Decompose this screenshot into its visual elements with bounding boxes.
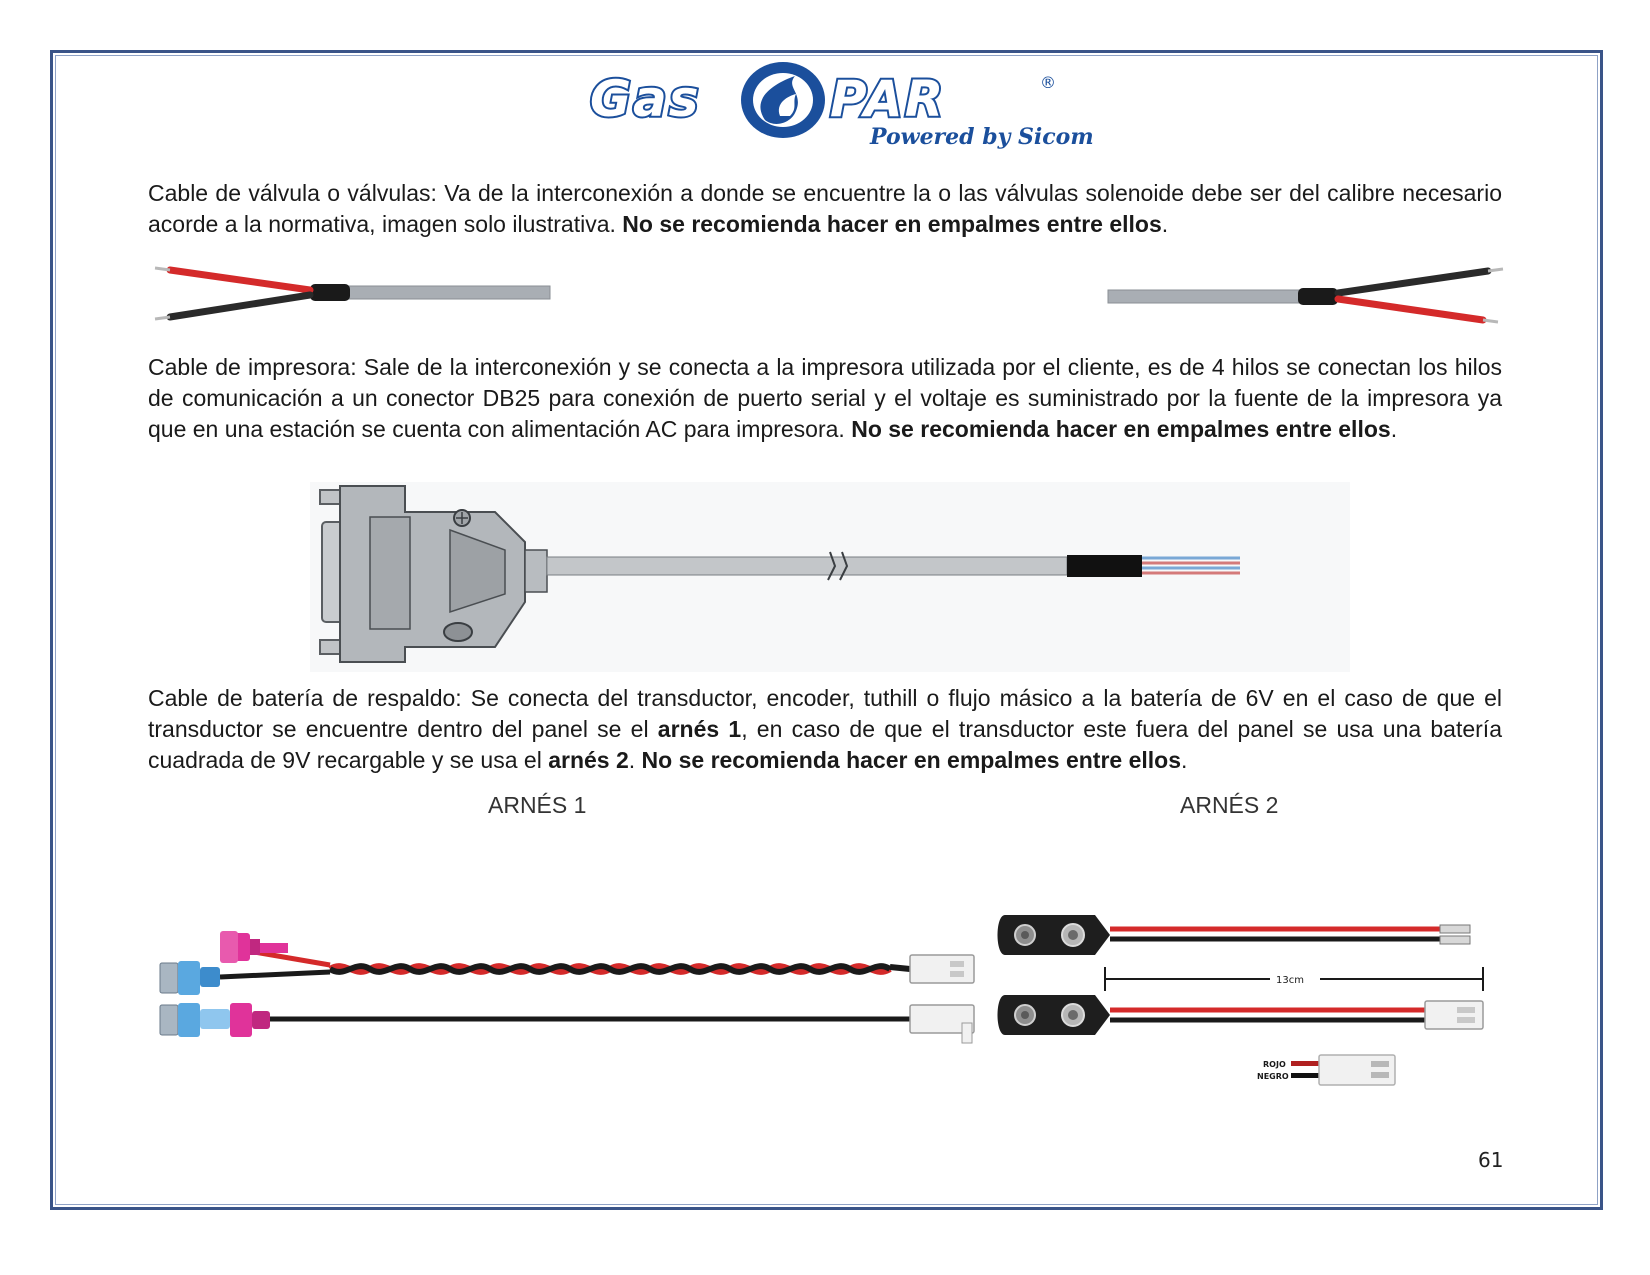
valve-cable-warning: No se recomienda hacer en empalmes entre ellos [622,211,1162,237]
logo-registered-mark: ® [1040,73,1056,92]
valve-cable-right-image [1108,262,1508,332]
printer-cable-period: . [1390,416,1398,442]
printer-cable-warning: No se recomienda hacer en empalmes entre ellos [851,416,1391,442]
battery-cable-period: . [1181,747,1188,773]
harness1-top-assembly [160,931,974,995]
gaspar-logo [590,58,1094,158]
valve-cable-text: Cable de válvula o válvulas: Va de la interconexión a donde se encuentre la o las válvulas solenoide debe ser del calibre necesario acorde a la normativa, imagen solo ilustrativa. [148,180,1502,237]
battery-cable-text-a: Cable de batería de respaldo: Se conecta del transductor, encoder, tuthill o flujo másico a la batería de 6V en el caso de que el transductor se encuentre dentro del panel se el [148,685,1502,742]
battery-cable-text-c: . [628,747,642,773]
harness2-top-assembly [998,915,1471,955]
printer-cable-paragraph [148,352,1502,445]
harness1-caption: ARNÉS 1 [488,792,587,818]
battery-cable-harness2-ref: arnés 2 [548,747,629,773]
battery-cable-text-b: , en caso de que el transductor este fuera del panel se usa una batería cuadrada de 9V recargable y se usa el [148,716,1502,773]
page-number: 61 [1478,1148,1504,1172]
valve-cable-paragraph [148,178,1502,240]
flame-emblem-icon [741,62,825,138]
logo-tagline: Powered by Sicom [870,124,1094,150]
legend-red-label: ROJO [1263,1060,1286,1069]
harness1-bottom-assembly [160,1003,974,1043]
harness1-image [150,895,980,1045]
harness2-bottom-assembly [998,995,1484,1035]
harness2-dimension-line [1105,967,1483,991]
valve-cable-period: . [1161,211,1169,237]
harness2-wire-legend [1257,1055,1395,1085]
harness2-caption: ARNÉS 2 [1180,792,1279,818]
logo-par-word: PAR [830,70,946,128]
harness2-image [995,895,1495,1095]
legend-black-label: NEGRO [1257,1072,1289,1081]
logo-gas-word: Gas [590,70,701,128]
battery-cable-paragraph [148,683,1502,776]
battery-cable-harness1-ref: arnés 1 [657,716,742,742]
valve-cable-left-image [150,256,560,326]
printer-cable-text: Cable de impresora: Sale de la interconexión y se conecta a la impresora utilizada por el cliente, es de 4 hilos se conectan los hilos de comunicación a un conector DB25 para conexión de puerto serial y el voltaje es suministrado por la fuente de la impresora ya que en una estación se cuenta con alimentación AC para impresora. [148,354,1502,442]
db25-printer-cable-image [310,482,1350,672]
battery-cable-warning: No se recomienda hacer en empalmes entre ellos [641,747,1182,773]
harness2-length-label: 13cm [1276,975,1304,986]
